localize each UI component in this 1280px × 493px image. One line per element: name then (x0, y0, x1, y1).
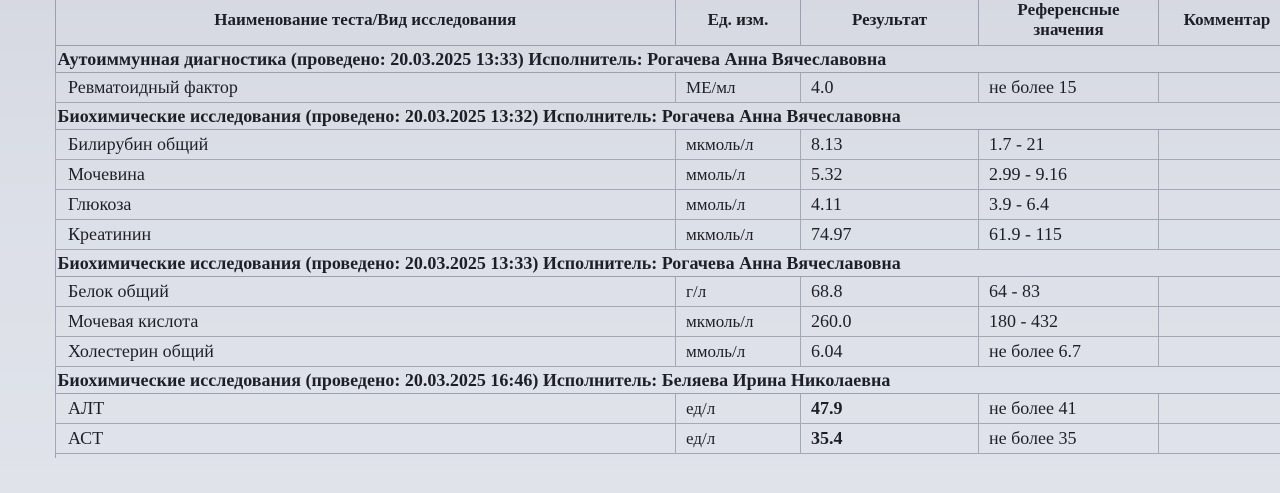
unit-cell: ммоль/л (676, 337, 801, 367)
section-title: Биохимические исследования (проведено: 20.03.2025 13:32) Исполнитель: Рогачева Анна Вячеславовна (56, 103, 1280, 130)
unit-cell: г/л (676, 277, 801, 307)
test-name-cell: Белок общий (56, 277, 676, 307)
section-header-row (56, 103, 1280, 130)
comment-cell (1159, 277, 1280, 307)
test-name-cell: Мочевая кислота (56, 307, 676, 337)
section-header-row (56, 46, 1280, 73)
test-name-cell: Мочевина (56, 160, 676, 190)
header-result: Результат (801, 0, 979, 46)
comment-cell (1159, 337, 1280, 367)
comment-cell (1159, 130, 1280, 160)
table-row (56, 394, 1280, 424)
results-body (56, 46, 1280, 454)
header-row (56, 0, 1280, 46)
result-cell: 6.04 (801, 337, 979, 367)
table-row (56, 130, 1280, 160)
comment-cell (1159, 190, 1280, 220)
section-header-row (56, 250, 1280, 277)
header-reference-line2: значения (1033, 20, 1104, 39)
result-cell: 4.0 (801, 73, 979, 103)
table-row (56, 73, 1280, 103)
test-name-cell: АСТ (56, 424, 676, 454)
reference-cell: не более 6.7 (979, 337, 1159, 367)
result-cell: 74.97 (801, 220, 979, 250)
section-title: Биохимические исследования (проведено: 20.03.2025 13:33) Исполнитель: Рогачева Анна Вячеславовна (56, 250, 1280, 277)
result-cell: 47.9 (801, 394, 979, 424)
unit-cell: мкмоль/л (676, 220, 801, 250)
header-unit: Ед. изм. (676, 0, 801, 46)
comment-cell (1159, 160, 1280, 190)
comment-cell (1159, 394, 1280, 424)
table-row (56, 190, 1280, 220)
result-cell: 4.11 (801, 190, 979, 220)
table-row (56, 424, 1280, 454)
reference-cell: 180 - 432 (979, 307, 1159, 337)
reference-cell: 1.7 - 21 (979, 130, 1159, 160)
unit-cell: ед/л (676, 394, 801, 424)
unit-cell: ммоль/л (676, 160, 801, 190)
header-reference (979, 0, 1159, 46)
reference-cell: не более 41 (979, 394, 1159, 424)
reference-cell: не более 15 (979, 73, 1159, 103)
test-name-cell: Глюкоза (56, 190, 676, 220)
result-cell: 68.8 (801, 277, 979, 307)
unit-cell: ед/л (676, 424, 801, 454)
comment-cell (1159, 220, 1280, 250)
section-title: Биохимические исследования (проведено: 20.03.2025 16:46) Исполнитель: Беляева Ирина Николаевна (56, 367, 1280, 394)
table-row (56, 337, 1280, 367)
comment-cell (1159, 307, 1280, 337)
test-name-cell: Холестерин общий (56, 337, 676, 367)
test-name-cell: Креатинин (56, 220, 676, 250)
unit-cell: мкмоль/л (676, 130, 801, 160)
lab-results-table (55, 0, 1280, 454)
table-row (56, 220, 1280, 250)
reference-cell: 61.9 - 115 (979, 220, 1159, 250)
table-row (56, 160, 1280, 190)
header-reference-line1: Референсные (1017, 0, 1120, 19)
test-name-cell: Ревматоидный фактор (56, 73, 676, 103)
table-row (56, 307, 1280, 337)
header-comment: Комментар (1159, 0, 1280, 46)
unit-cell: ммоль/л (676, 190, 801, 220)
test-name-cell: Билирубин общий (56, 130, 676, 160)
result-cell: 35.4 (801, 424, 979, 454)
result-cell: 260.0 (801, 307, 979, 337)
section-title: Аутоиммунная диагностика (проведено: 20.03.2025 13:33) Исполнитель: Рогачева Анна Вячеславовна (56, 46, 1280, 73)
unit-cell: МЕ/мл (676, 73, 801, 103)
unit-cell: мкмоль/л (676, 307, 801, 337)
reference-cell: 3.9 - 6.4 (979, 190, 1159, 220)
result-cell: 8.13 (801, 130, 979, 160)
result-cell: 5.32 (801, 160, 979, 190)
comment-cell (1159, 73, 1280, 103)
reference-cell: 2.99 - 9.16 (979, 160, 1159, 190)
header-name: Наименование теста/Вид исследования (56, 0, 676, 46)
reference-cell: 64 - 83 (979, 277, 1159, 307)
comment-cell (1159, 424, 1280, 454)
reference-cell: не более 35 (979, 424, 1159, 454)
test-name-cell: АЛТ (56, 394, 676, 424)
section-header-row (56, 367, 1280, 394)
table-row (56, 277, 1280, 307)
